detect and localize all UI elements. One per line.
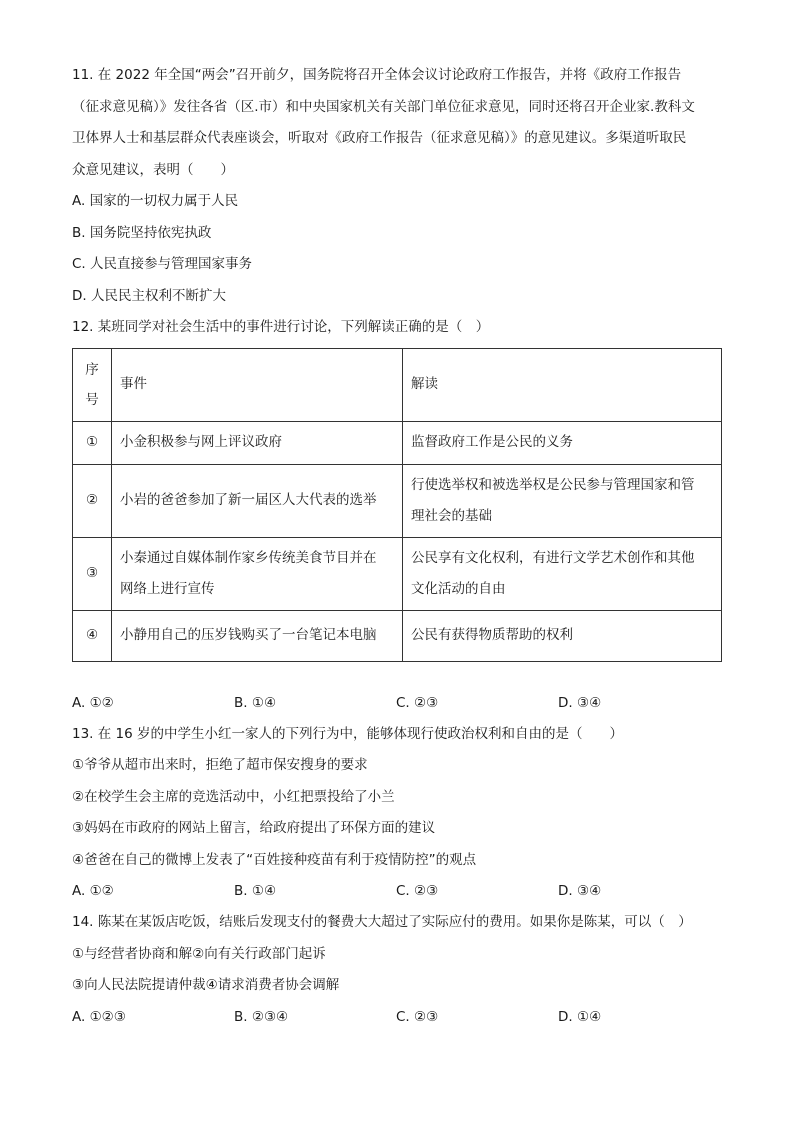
q11-stem-line: 11. 在 2022 年全国“两会”召开前夕，国务院将召开全体会议讨论政府工作报告，并将《政府工作报告 xyxy=(72,67,682,83)
q12-option-c: C. ②③ xyxy=(396,694,439,711)
row-number: ④ xyxy=(73,610,112,661)
row-event xyxy=(112,421,403,464)
header-explain: 解读 xyxy=(403,348,722,421)
q14-option-a: A. ①②③ xyxy=(72,1008,126,1025)
q13-item: ①爷爷从超市出来时，拒绝了超市保安搜身的要求 xyxy=(72,757,368,773)
table-row xyxy=(73,537,722,610)
q12-option-d: D. ③④ xyxy=(558,694,602,711)
header-number xyxy=(73,348,112,421)
table-row xyxy=(73,610,722,661)
table-row xyxy=(73,464,722,537)
q14-option-d: D. ①④ xyxy=(558,1008,602,1025)
q12-option-a: A. ①② xyxy=(72,694,114,711)
q13-option-c: C. ②③ xyxy=(396,883,439,899)
q14-stem: 14. 陈某在某饭店吃饭，结账后发现支付的餐费大大超过了实际应付的费用。如果你是陈某，可以（ ） xyxy=(72,914,692,930)
row-explain xyxy=(403,537,722,610)
row-event-line: 小静用自己的压岁钱购买了一台笔记本电脑 xyxy=(120,627,377,643)
q11-option-a: A. 国家的一切权力属于人民 xyxy=(72,193,239,209)
row-number: ② xyxy=(73,464,112,537)
exam-page xyxy=(72,60,724,1033)
q13-options xyxy=(72,876,724,907)
q12-table xyxy=(72,348,722,662)
q13-stem: 13. 在 16 岁的中学生小红一家人的下列行为中，能够体现行使政治权利和自由的是（ ） xyxy=(72,725,624,742)
row-event xyxy=(112,537,403,610)
row-explain-line: 理社会的基础 xyxy=(411,507,492,524)
row-number: ③ xyxy=(73,537,112,610)
row-explain xyxy=(403,421,722,464)
row-event xyxy=(112,464,403,537)
q14-option-c: C. ②③ xyxy=(396,1008,439,1025)
q11-option-d: D. 人民民主权利不断扩大 xyxy=(72,287,226,304)
header-number-line2: 号 xyxy=(85,391,99,408)
row-explain-line: 行使选举权和被选举权是公民参与管理国家和管 xyxy=(411,476,695,493)
row-event-line: 网络上进行宣传 xyxy=(120,580,215,597)
q13-option-b: B. ①④ xyxy=(234,883,277,899)
row-explain-line: 公民享有文化权利，有进行文学艺术创作和其他 xyxy=(411,549,695,566)
q13-item: ②在校学生会主席的竞选活动中，小红把票投给了小兰 xyxy=(72,788,395,805)
q11-stem-line: （征求意见稿）》发往各省（区.市）和中央国家机关有关部门单位征求意见，同时还将召开企业家.教科文 xyxy=(72,98,695,115)
header-number-line1: 序 xyxy=(85,361,99,378)
table-header-row xyxy=(73,348,722,421)
q13-option-d: D. ③④ xyxy=(558,883,602,899)
q12-option-b: B. ①④ xyxy=(234,694,277,711)
q11-option-b: B. 国务院坚持依宪执政 xyxy=(72,224,212,241)
row-explain-line: 公民有获得物质帮助的权利 xyxy=(411,627,573,643)
q11-stem-line: 卫体界人士和基层群众代表座谈会，听取对《政府工作报告（征求意见稿）》的意见建议。多渠道听取民 xyxy=(72,130,687,146)
q11-stem xyxy=(72,60,724,186)
q14-option-b: B. ②③④ xyxy=(234,1008,289,1025)
q12-stem: 12. 某班同学对社会生活中的事件进行讨论，下列解读正确的是（ ） xyxy=(72,319,490,335)
q14-options xyxy=(72,1002,724,1033)
row-event-line: 小岩的爸爸参加了新一届区人大代表的选举 xyxy=(120,492,377,508)
row-event-line: 小金积极参与网上评议政府 xyxy=(120,434,282,450)
row-explain xyxy=(403,610,722,661)
q12-options xyxy=(72,688,724,719)
header-event: 事件 xyxy=(112,348,403,421)
row-event xyxy=(112,610,403,661)
q13-option-a: A. ①② xyxy=(72,883,114,899)
q11-stem-line: 众意见建议，表明（ ） xyxy=(72,161,234,178)
table-row xyxy=(73,421,722,464)
row-number: ① xyxy=(73,421,112,464)
row-explain-line: 监督政府工作是公民的义务 xyxy=(411,434,573,450)
q14-item: ①与经营者协商和解②向有关行政部门起诉 xyxy=(72,945,326,962)
q11-option-c: C. 人民直接参与管理国家事务 xyxy=(72,256,253,272)
row-explain-line: 文化活动的自由 xyxy=(411,580,506,597)
q13-item: ④爸爸在自己的微博上发表了“百姓接种疫苗有利于疫情防控”的观点 xyxy=(72,851,477,868)
q14-item: ③向人民法院提请仲裁④请求消费者协会调解 xyxy=(72,977,340,993)
row-event-line: 小秦通过自媒体制作家乡传统美食节目并在 xyxy=(120,549,377,566)
q13-item: ③妈妈在市政府的网站上留言，给政府提出了环保方面的建议 xyxy=(72,820,436,836)
row-explain xyxy=(403,464,722,537)
